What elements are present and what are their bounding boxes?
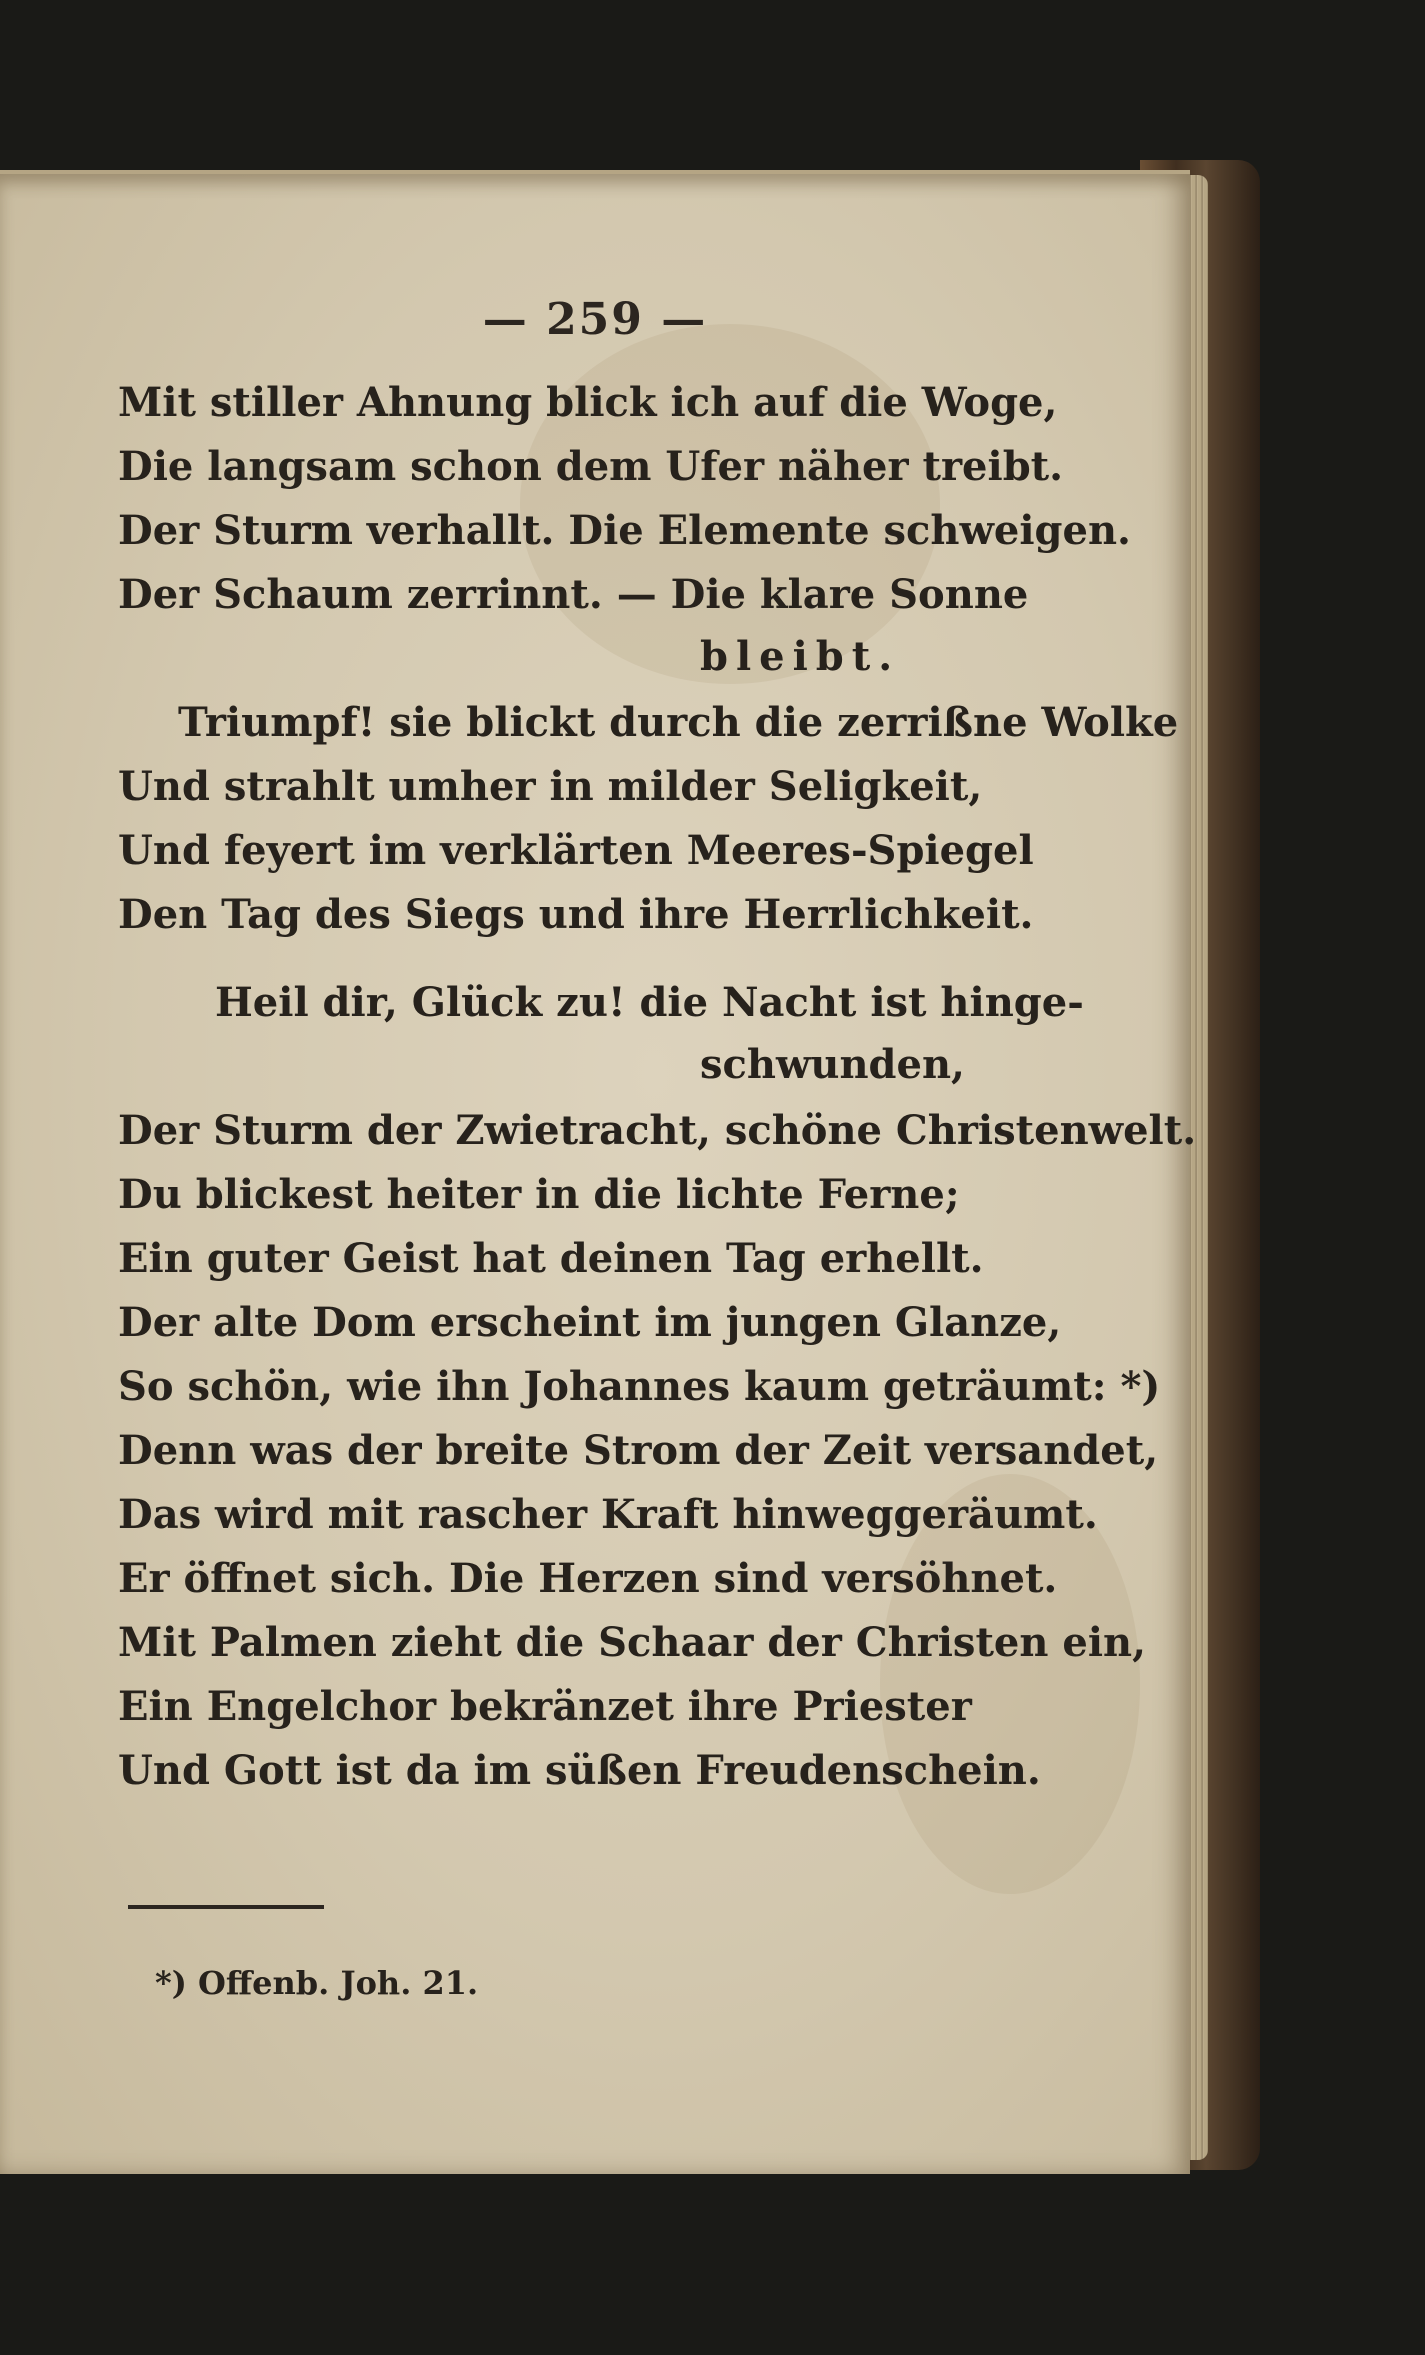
poem-line: Ein Engelchor bekränzet ihre Priester xyxy=(118,1683,972,1730)
poem-line: Denn was der breite Strom der Zeit versandet, xyxy=(118,1427,1159,1474)
poem-line: Den Tag des Siegs und ihre Herrlichkeit. xyxy=(118,891,1034,938)
poem-line: Das wird mit rascher Kraft hinweggeräumt. xyxy=(118,1491,1098,1538)
page-number: — 259 — xyxy=(482,294,708,345)
poem-line: Der Schaum zerrinnt. — Die klare Sonne xyxy=(118,571,1029,618)
poem-line-continuation: schwunden, xyxy=(700,1041,965,1088)
footnote-rule xyxy=(128,1905,324,1909)
poem-line: Heil dir, Glück zu! die Nacht ist hinge- xyxy=(215,979,1084,1026)
poem-line: So schön, wie ihn Johannes kaum geträumt: *) xyxy=(118,1363,1161,1410)
poem-line: Mit stiller Ahnung blick ich auf die Woge, xyxy=(118,379,1058,426)
poem-line: Der Sturm verhallt. Die Elemente schweigen. xyxy=(118,507,1131,554)
poem-line: Mit Palmen zieht die Schaar der Christen ein, xyxy=(118,1619,1147,1666)
poem-line: Er öffnet sich. Die Herzen sind versöhnet. xyxy=(118,1555,1058,1602)
poem-line: Und strahlt umher in milder Seligkeit, xyxy=(118,763,983,810)
book-page xyxy=(0,170,1197,2174)
poem-line: Der alte Dom erscheint im jungen Glanze, xyxy=(118,1299,1062,1346)
poem-line: Und feyert im verklärten Meeres-Spiegel xyxy=(118,827,1034,874)
poem-line: Die langsam schon dem Ufer näher treibt. xyxy=(118,443,1064,490)
poem-line: Ein guter Geist hat deinen Tag erhellt. xyxy=(118,1235,984,1282)
footnote: *) Offenb. Joh. 21. xyxy=(155,1964,479,2002)
poem-line: Der Sturm der Zwietracht, schöne Christenwelt. xyxy=(118,1107,1197,1154)
poem-line: Triumpf! sie blickt durch die zerrißne Wolke xyxy=(178,699,1179,746)
poem-line-continuation: bleibt. xyxy=(700,633,901,680)
poem-line: Du blickest heiter in die lichte Ferne; xyxy=(118,1171,960,1218)
poem-line: Und Gott ist da im süßen Freudenschein. xyxy=(118,1747,1041,1794)
